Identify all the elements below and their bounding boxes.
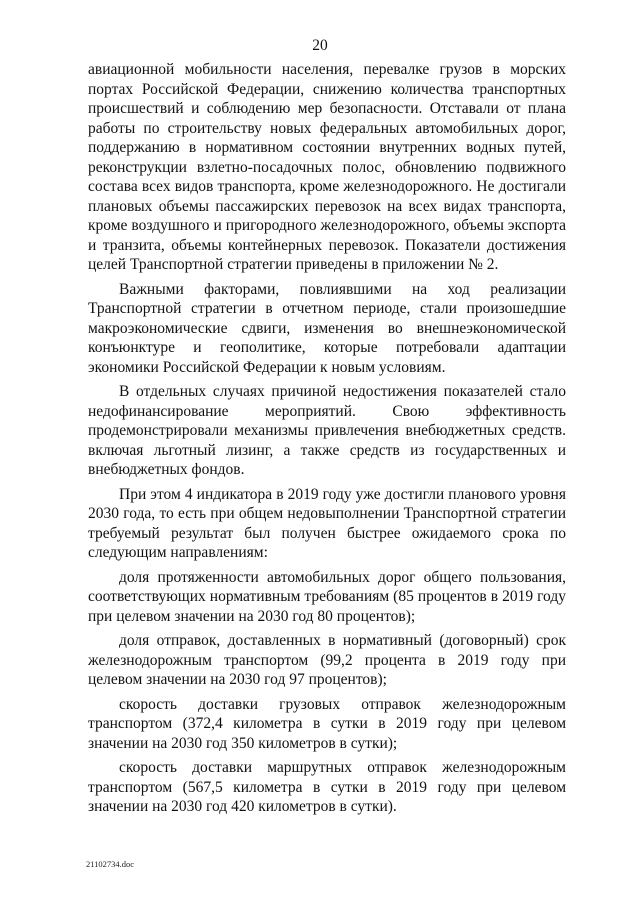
list-item-route-speed: скорость доставки маршрутных отправок железнодорожным транспортом (567,5 километра в сутки в 2019 году при целевом значении на 2030 год 420 километров в сутки).	[88, 759, 566, 815]
paragraph-factors: Важными факторами, повлиявшими на ход реализации Транспортной стратегии в отчетном периоде, стали произошедшие макроэкономические сдвиги, изменения во внешнеэкономической конъюнктуре и геополитике, которые потребовали адаптации экономики Российской Федерации к новым условиям.	[88, 280, 566, 376]
list-item-freight-speed: скорость доставки грузовых отправок железнодорожным транспортом (372,4 километра в сутки в 2019 году при целевом значении на 2030 год 350 километров в сутки);	[88, 695, 566, 752]
paragraph-continuation: авиационной мобильности населения, перевалке грузов в морских портах Российской Федерации, снижению количества транспортных происшествий и соблюдению мер безопасности. Отставали от плана работы по строительству новых федеральных автомобильных дорог, поддержанию в нормативном состоянии внутренних водных путей, реконструкции взлетно-посадочных полос, обновлению подвижного состава всех видов транспорта, кроме железнодорожного. Не достигали плановых объемы пассажирских перевозок на всех видах транспорта, кроме воздушного и пригородного железнодорожного, объемы экспорта и транзита, объемы контейнерных перевозок. Показатели достижения целей Транспортной стратегии приведены в приложении № 2.	[88, 61, 566, 273]
list-item-rail-delivery-share: доля отправок, доставленных в нормативный (договорный) срок железнодорожным транспортом (99,2 процента в 2019 году при целевом значении на 2030 год 97 процентов);	[88, 632, 566, 688]
list-item-road-share: доля протяженности автомобильных дорог общего пользования, соответствующих нормативным требованиям (85 процентов в 2019 году при целевом значении на 2030 год 80 процентов);	[88, 568, 566, 625]
file-name-footer: 21102734.doc	[86, 859, 135, 869]
paragraph-indicators-intro: При этом 4 индикатора в 2019 году уже достигли планового уровня 2030 года, то есть при общем недовыполнении Транспортной стратегии требуемый результат был получен быстрее ожидаемого срока по следующим направлениям:	[88, 485, 566, 561]
document-body	[88, 60, 566, 822]
page-number: 20	[312, 37, 328, 54]
paragraph-underfunding: В отдельных случаях причиной недостижения показателей стало недофинансирование мероприятий. Свою эффективность продемонстрировали механизмы привлечения внебюджетных средств. включая льготный лизинг, а также средств из государственных и внебюджетных фондов.	[88, 383, 566, 478]
